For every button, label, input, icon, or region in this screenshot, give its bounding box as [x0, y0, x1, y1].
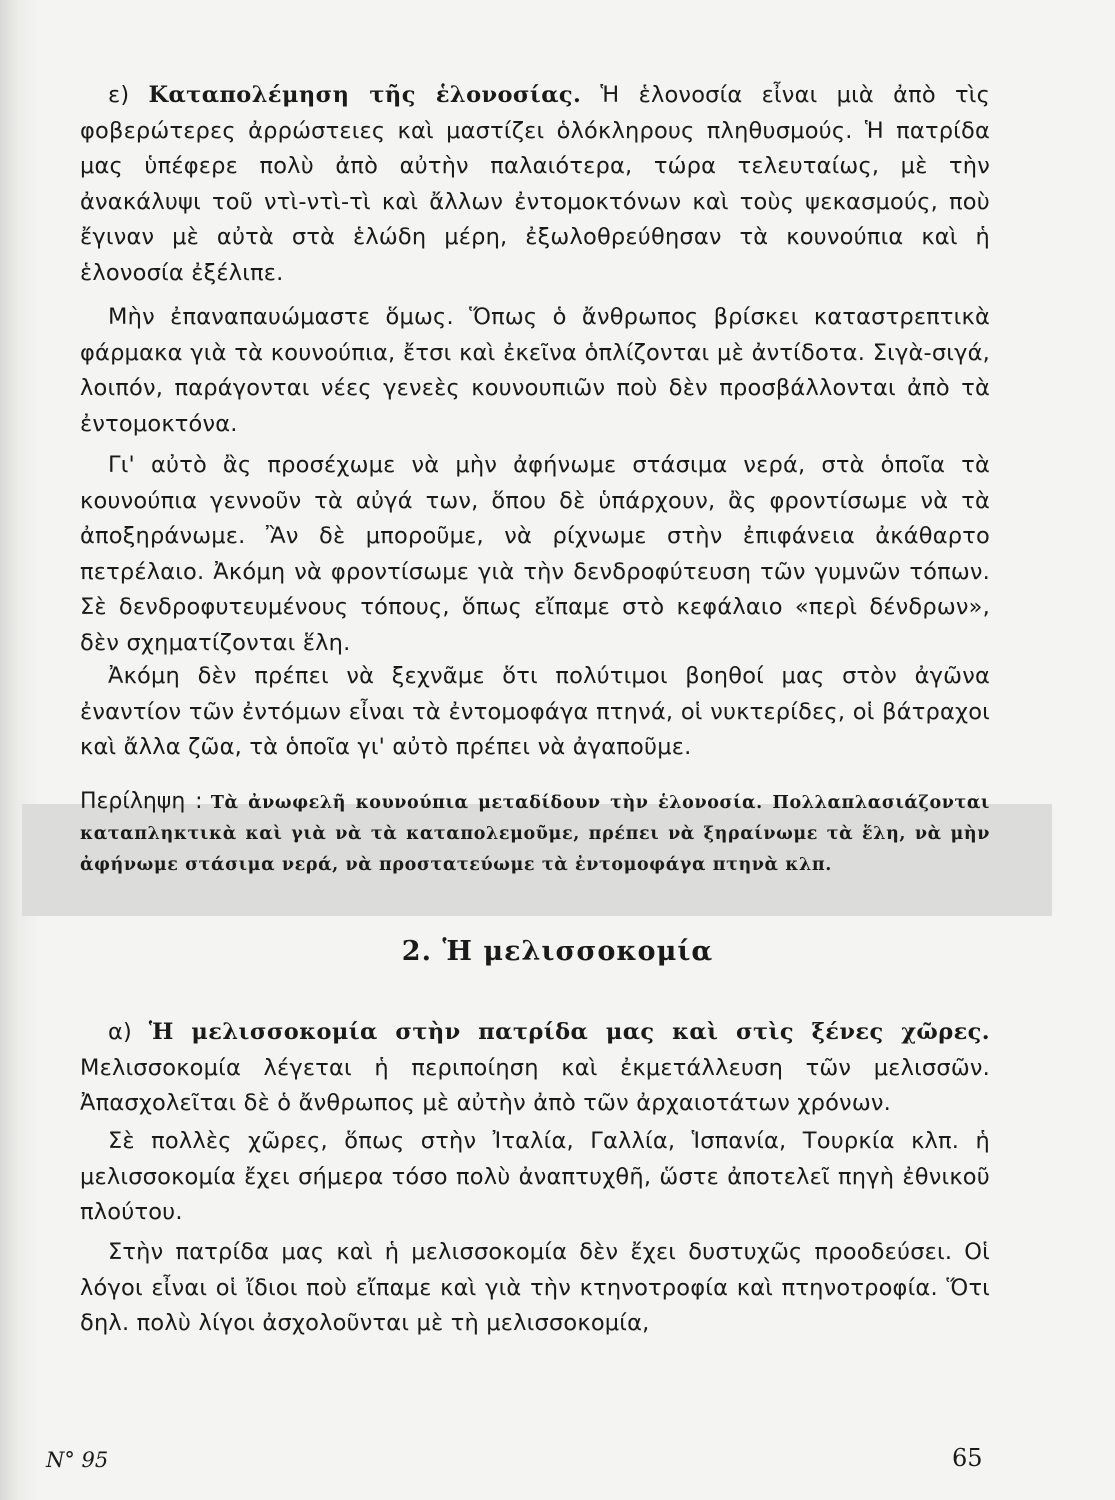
paragraph-text: Μελισσοκομία λέγεται ἡ περιποίηση καὶ ἐκμετάλλευση τῶν μελισσῶν. Ἀπασχολεῖται δὲ ὁ ἄνθρωπος μὲ αὐτὴν ἀπὸ τῶν ἀρχαιοτάτων χρόνων.: [80, 1054, 990, 1116]
paragraph-malaria-intro: [80, 78, 990, 291]
section-title: Καταπολέμηση τῆς ἑλονοσίας.: [148, 82, 582, 108]
paragraph-homeland: Στὴν πατρίδα μας καὶ ἡ μελισσοκομία δὲν ἔχει δυστυχῶς προοδεύσει. Οἱ λόγοι εἶναι οἱ ἴδιοι ποὺ εἴπαμε καὶ γιὰ τὴν κτηνοτροφία καὶ πτηνοτροφία. Ὅτι δηλ. πολὺ λίγοι ἀσχολοῦνται μὲ τὴ μελισσοκομία,: [80, 1239, 990, 1336]
paragraph-antidotes: Μὴν ἐπαναπαυώμαστε ὅμως. Ὅπως ὁ ἄνθρωπος βρίσκει καταστρεπτικὰ φάρμακα γιὰ τὰ κουνούπια, ἔτσι καὶ ἐκεῖνα ὁπλίζονται μὲ ἀντίδοτα. Σιγὰ-σιγά, λοιπόν, παράγονται νέες γενεὲς κουνουπιῶν ποὺ δὲν προσβάλλονται ἀπὸ τὰ ἐντομοκτόνα.: [80, 304, 990, 437]
summary-label: Περίληψη :: [80, 789, 203, 814]
page-number: 65: [952, 1444, 983, 1472]
paragraph-helpers: Ἀκόμη δὲν πρέπει νὰ ξεχνᾶμε ὅτι πολύτιμοι βοηθοί μας στὸν ἀγῶνα ἐναντίον τῶν ἐντόμων εἶναι τὰ ἐντομοφάγα πτηνά, οἱ νυκτερίδες, οἱ βάτραχοι καὶ ἄλλα ζῶα, τὰ ὁποῖα γι' αὐτὸ πρέπει νὰ ἀγαποῦμε.: [80, 663, 990, 760]
subsection-marker: α): [108, 1019, 133, 1045]
section-marker: ε): [108, 82, 130, 108]
paragraph-foreign-countries: Σὲ πολλὲς χῶρες, ὅπως στὴν Ἰταλία, Γαλλία, Ἱσπανία, Τουρκία κλπ. ἡ μελισσοκομία ἔχει σήμερα τόσο πολὺ ἀναπτυχθῆ, ὥστε ἀποτελεῖ πηγὴ ἐθνικοῦ πλούτου.: [80, 1128, 990, 1225]
paragraph-prevention: Γι' αὐτὸ ἂς προσέχωμε νὰ μὴν ἀφήνωμε στάσιμα νερά, στὰ ὁποῖα τὰ κουνούπια γεννοῦν τὰ αὐγά των, ὅπου δὲ ὑπάρχουν, ἂς φροντίσωμε νὰ τὰ ἀποξηράνωμε. Ἂν δὲ μποροῦμε, νὰ ρίχνωμε στὴν ἐπιφάνεια ἀκάθαρτο πετρέλαιο. Ἀκόμη νὰ φροντίσωμε γιὰ τὴν δενδροφύτευση τῶν γυμνῶν τόπων. Σὲ δενδροφυτευμένους τόπους, ὅπως εἴπαμε στὸ κεφάλαιο «περὶ δένδρων», δὲν σχηματίζονται ἕλη.: [80, 452, 990, 656]
chapter-heading: 2. Ἡ μελισσοκομία: [401, 936, 714, 967]
summary-text: [80, 786, 990, 881]
handwritten-note: Ν° 95: [46, 1448, 109, 1472]
paragraph-beekeeping-intro: [80, 1015, 990, 1122]
summary-body: Τὰ ἀνωφελῆ κουνούπια μεταδίδουν τὴν ἑλονοσία. Πολλαπλασιάζονται καταπληκτικὰ καὶ γιὰ νὰ τὰ καταπολεμοῦμε, πρέπει νὰ ξηραίνωμε τὰ ἕλη, νὰ μὴν ἀφήνωμε στάσιμα νερά, νὰ προστατεύωμε τὰ ἐντομοφάγα πτηνὰ κλπ.: [80, 793, 990, 875]
paragraph-text: Ἡ ἑλονοσία εἶναι μιὰ ἀπὸ τὶς φοβερώτερες ἀρρώστειες καὶ μαστίζει ὁλόκληρους πληθυσμούς. Ἡ πατρίδα μας ὑπέφερε πολὺ ἀπὸ αὐτὴν παλαιότερα, τώρα τελευταίως, μὲ τὴν ἀνακάλυψι τοῦ ντὶ-ντὶ-τὶ καὶ ἄλλων ἐντομοκτόνων καὶ τοὺς ψεκασμούς, ποὺ ἔγιναν μὲ αὐτὰ στὰ ἑλώδη μέρη, ἐξωλοθρεύθησαν τὰ κουνούπια καὶ ἡ ἑλονοσία ἐξέλιπε.: [80, 82, 990, 286]
subsection-title: Ἡ μελισσοκομία στὴν πατρίδα μας καὶ στὶς ξένες χῶρες.: [148, 1019, 990, 1045]
